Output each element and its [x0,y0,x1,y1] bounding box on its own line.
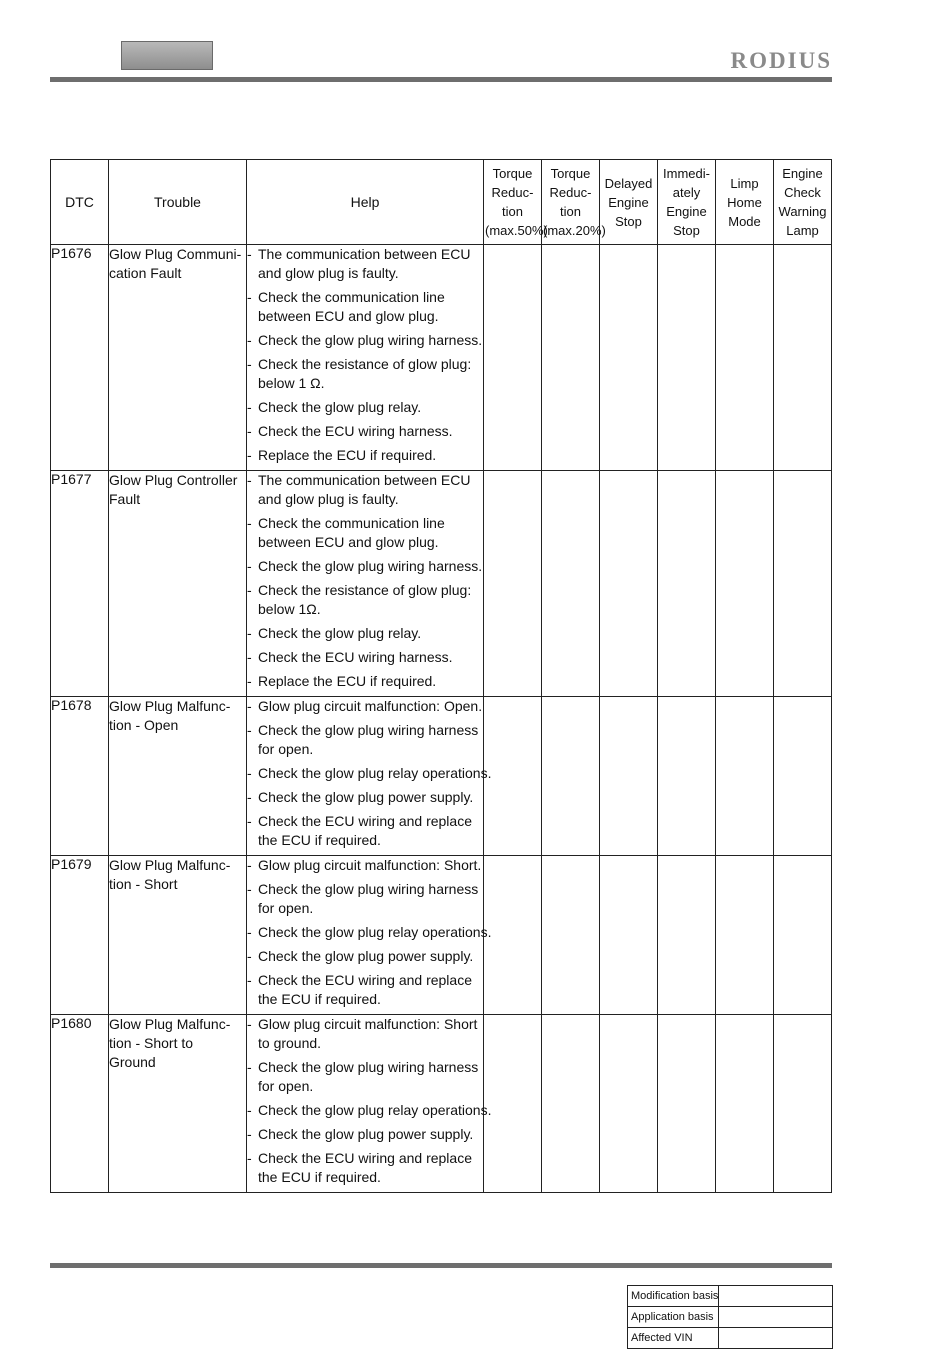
trouble-description [109,1015,247,1193]
modification-table [627,1285,833,1349]
help-text: Check the resistance of glow plug: [258,582,472,598]
help-item [247,245,483,283]
column-header-line: DTC [65,193,94,210]
column-header-line: Engine [666,204,707,219]
help-line [247,514,483,533]
cell-limp-home-mode [716,245,774,471]
help-text: Check the glow plug wiring harness. [258,332,483,348]
column-header-line: Immedi- [663,166,710,181]
column-header-line: Torque [550,166,591,181]
help-line [247,672,483,691]
help-item [247,764,492,783]
cell-torque-reduction-20 [542,697,600,856]
bullet-dash: - [247,558,252,574]
help-item [247,581,483,619]
help-text: Replace the ECU if required. [258,673,437,689]
help-line [247,490,483,509]
cell-torque-reduction-50 [484,471,542,697]
help-text: Check the glow plug relay operations. [258,924,492,940]
help-item [247,1125,483,1144]
help-line [247,307,483,326]
help-text: Check the glow plug wiring harness. [258,558,483,574]
column-header-engine-check-warning-lamp [774,160,832,245]
help-text: Check the glow plug wiring harness [258,1059,479,1075]
column-header-line: Limp [730,175,759,191]
bullet-dash: - [247,246,252,262]
help-item [247,947,483,966]
cell-torque-reduction-50 [484,1015,542,1193]
help-steps [247,245,484,471]
help-item [247,288,483,326]
help-item [247,331,483,350]
column-header-line: Engine [608,194,649,210]
section-tab [121,41,213,70]
help-text: and glow plug is faulty. [258,265,399,281]
bullet-dash: - [247,789,252,805]
header-divider [50,77,832,82]
help-item [247,557,483,576]
column-header-line: Check [784,185,821,200]
modification-label: Affected VIN [628,1328,719,1349]
table-body [51,245,832,1193]
cell-engine-check-warning-lamp [774,471,832,697]
help-line [247,1077,483,1096]
bullet-dash: - [247,698,252,714]
help-text: The communication between ECU [258,246,471,262]
help-line [247,1101,492,1120]
dtc-code: P1677 [51,471,109,697]
dtc-code: P1676 [51,245,109,471]
cell-engine-check-warning-lamp [774,1015,832,1193]
bullet-dash: - [247,857,252,873]
column-header-line: tion [560,204,581,219]
table-row [51,856,832,1015]
help-text: Check the glow plug power supply. [258,948,474,964]
help-line [247,288,483,307]
help-line [247,788,483,807]
help-line [247,648,483,667]
help-line [247,1015,483,1034]
cell-limp-home-mode [716,856,774,1015]
trouble-line: tion - Open [109,717,179,733]
help-line [247,1034,483,1053]
trouble-line: Glow Plug Malfunc- [109,1016,231,1032]
column-header-line: Lamp [786,223,819,238]
help-item [247,624,483,643]
bullet-dash: - [247,332,252,348]
help-text: Check the ECU wiring harness. [258,649,453,665]
trouble-line: Ground [109,1054,156,1070]
help-text: for open. [258,1078,314,1094]
help-line [247,264,483,283]
help-line [247,923,492,942]
dtc-table [50,159,832,1193]
help-line [247,856,483,875]
help-text: Check the glow plug wiring harness [258,881,479,897]
column-header-immediate-engine-stop [658,160,716,245]
help-steps [247,697,492,856]
help-text: Check the ECU wiring harness. [258,423,453,439]
help-text: and glow plug is faulty. [258,491,399,507]
trouble-line: Glow Plug Malfunc- [109,857,231,873]
help-text: Check the glow plug relay. [258,625,422,641]
cell-immediate-engine-stop [658,697,716,856]
column-header-line: tion [502,204,523,219]
column-header-delayed-engine-stop [600,160,658,245]
modification-row [628,1286,833,1307]
cell-torque-reduction-20 [542,1015,600,1193]
help-text: between ECU and glow plug. [258,534,439,550]
column-header-line: Trouble [154,193,201,210]
help-line [247,1149,483,1168]
help-item [247,648,483,667]
trouble-line: Fault [109,491,141,507]
help-item [247,446,483,465]
help-text: below 1 Ω. [258,375,325,391]
help-text: for open. [258,741,314,757]
help-text: Check the communication line [258,289,445,305]
column-header-torque-reduction-50 [484,160,548,245]
help-line [247,446,483,465]
cell-delayed-engine-stop [600,471,658,697]
help-item [247,514,483,552]
bullet-dash: - [247,515,252,531]
modification-value [719,1286,833,1307]
help-text: between ECU and glow plug. [258,308,439,324]
bullet-dash: - [247,1102,252,1118]
help-text: to ground. [258,1035,322,1051]
bullet-dash: - [247,924,252,940]
help-line [247,557,483,576]
bullet-dash: - [247,447,252,463]
help-text: The communication between ECU [258,472,471,488]
help-item [247,398,483,417]
cell-torque-reduction-50 [484,245,542,471]
bullet-dash: - [247,881,252,897]
help-item [247,471,483,509]
help-item [247,1101,492,1120]
help-line [247,990,483,1009]
help-line [247,947,483,966]
help-item [247,880,483,918]
bullet-dash: - [247,1016,252,1032]
help-line [247,471,483,490]
help-item [247,672,483,691]
help-steps [247,471,484,697]
help-item [247,1149,483,1187]
modification-value [719,1307,833,1328]
help-line [247,1168,483,1187]
help-line [247,581,483,600]
bullet-dash: - [247,722,252,738]
cell-immediate-engine-stop [658,856,716,1015]
bullet-dash: - [247,472,252,488]
cell-engine-check-warning-lamp [774,856,832,1015]
cell-torque-reduction-20 [542,471,600,697]
bullet-dash: - [247,813,252,829]
help-text: Check the glow plug wiring harness [258,722,479,738]
cell-delayed-engine-stop [600,245,658,471]
cell-delayed-engine-stop [600,697,658,856]
column-header-line: Reduc- [549,185,592,200]
bullet-dash: - [247,649,252,665]
trouble-line: Glow Plug Communi- [109,246,242,262]
column-header-dtc [51,160,109,245]
column-header-line: Help [350,193,380,210]
help-line [247,422,483,441]
cell-engine-check-warning-lamp [774,245,832,471]
help-text: Check the communication line [258,515,445,531]
column-header-line: (max.20%) [543,223,606,238]
help-item [247,1058,483,1096]
bullet-dash: - [247,1059,252,1075]
column-header-line: Engine [782,166,823,181]
help-text: Check the glow plug relay. [258,399,422,415]
help-text: Replace the ECU if required. [258,447,437,463]
bullet-dash: - [247,972,252,988]
cell-engine-check-warning-lamp [774,697,832,856]
help-line [247,398,483,417]
table-row [51,1015,832,1193]
cell-delayed-engine-stop [600,856,658,1015]
cell-delayed-engine-stop [600,1015,658,1193]
column-header-limp-home-mode [716,160,774,245]
help-item [247,721,483,759]
column-header-help [247,160,484,245]
help-line [247,880,483,899]
cell-torque-reduction-50 [484,697,542,856]
trouble-line: cation Fault [109,265,182,281]
column-header-torque-reduction-20 [542,160,606,245]
cell-immediate-engine-stop [658,1015,716,1193]
column-header-line: (max.50%) [485,223,548,238]
help-item [247,422,483,441]
help-line [247,355,483,374]
help-line [247,697,483,716]
help-text: Glow plug circuit malfunction: Short. [258,857,482,873]
help-item [247,971,483,1009]
cell-immediate-engine-stop [658,245,716,471]
help-line [247,764,492,783]
trouble-description [109,856,247,1015]
bullet-dash: - [247,423,252,439]
help-item [247,812,483,850]
help-text: below 1Ω. [258,601,321,617]
help-line [247,740,483,759]
bullet-dash: - [247,625,252,641]
bullet-dash: - [247,765,252,781]
help-text: Glow plug circuit malfunction: Short [258,1016,478,1032]
trouble-line: tion - Short [109,876,178,892]
bullet-dash: - [247,289,252,305]
modification-row [628,1328,833,1349]
dtc-code: P1679 [51,856,109,1015]
help-text: Check the ECU wiring and replace [258,1150,472,1166]
help-item [247,856,483,875]
trouble-line: tion - Short to [109,1035,194,1051]
bullet-dash: - [247,673,252,689]
help-line [247,899,483,918]
bullet-dash: - [247,1126,252,1142]
cell-immediate-engine-stop [658,471,716,697]
help-text: the ECU if required. [258,832,381,848]
help-text: the ECU if required. [258,991,381,1007]
help-line [247,533,483,552]
help-line [247,1125,483,1144]
column-header-line: Stop [673,223,700,238]
help-text: Check the ECU wiring and replace [258,813,472,829]
trouble-description [109,471,247,697]
table-header-row [51,160,832,245]
cell-limp-home-mode [716,697,774,856]
modification-label: Modification basis [628,1286,719,1307]
modification-label: Application basis [628,1307,719,1328]
help-item [247,788,483,807]
bullet-dash: - [247,1150,252,1166]
help-text: Glow plug circuit malfunction: Open. [258,698,483,714]
table-row [51,245,832,471]
column-header-line: Warning [778,204,827,219]
trouble-line: Glow Plug Controller [109,472,238,488]
help-item [247,355,483,393]
table-row [51,471,832,697]
help-line [247,831,483,850]
column-header-line: Stop [615,213,642,229]
column-header-line: Reduc- [491,185,534,200]
column-header-line: Home [727,194,762,210]
column-header-line: ately [672,185,701,200]
column-header-line: Torque [492,166,533,181]
help-item [247,1015,483,1053]
help-line [247,374,483,393]
bullet-dash: - [247,582,252,598]
cell-torque-reduction-20 [542,245,600,471]
help-text: Check the ECU wiring and replace [258,972,472,988]
help-line [247,624,483,643]
help-line [247,600,483,619]
modification-value [719,1328,833,1349]
bullet-dash: - [247,948,252,964]
bullet-dash: - [247,399,252,415]
bullet-dash: - [247,356,252,372]
cell-torque-reduction-20 [542,856,600,1015]
column-header-line: Mode [728,213,761,229]
help-item [247,697,483,716]
help-text: Check the glow plug power supply. [258,789,474,805]
help-item [247,923,492,942]
help-text: for open. [258,900,314,916]
dtc-code: P1680 [51,1015,109,1193]
trouble-line: Glow Plug Malfunc- [109,698,231,714]
help-line [247,812,483,831]
help-steps [247,1015,492,1193]
footer-divider [50,1263,832,1268]
help-line [247,721,483,740]
cell-torque-reduction-50 [484,856,542,1015]
cell-limp-home-mode [716,471,774,697]
brand-logo: RODIUS [730,48,832,73]
help-line [247,971,483,990]
help-text: Check the glow plug relay operations. [258,1102,492,1118]
help-text: the ECU if required. [258,1169,381,1185]
help-steps [247,856,492,1015]
modification-row [628,1307,833,1328]
help-line [247,245,483,264]
trouble-description [109,245,247,471]
table-row [51,697,832,856]
column-header-trouble [109,160,247,245]
cell-limp-home-mode [716,1015,774,1193]
help-text: Check the glow plug power supply. [258,1126,474,1142]
help-line [247,1058,483,1077]
column-header-line: Delayed [604,175,653,191]
dtc-code: P1678 [51,697,109,856]
help-text: Check the resistance of glow plug: [258,356,472,372]
trouble-description [109,697,247,856]
help-text: Check the glow plug relay operations. [258,765,492,781]
help-line [247,331,483,350]
